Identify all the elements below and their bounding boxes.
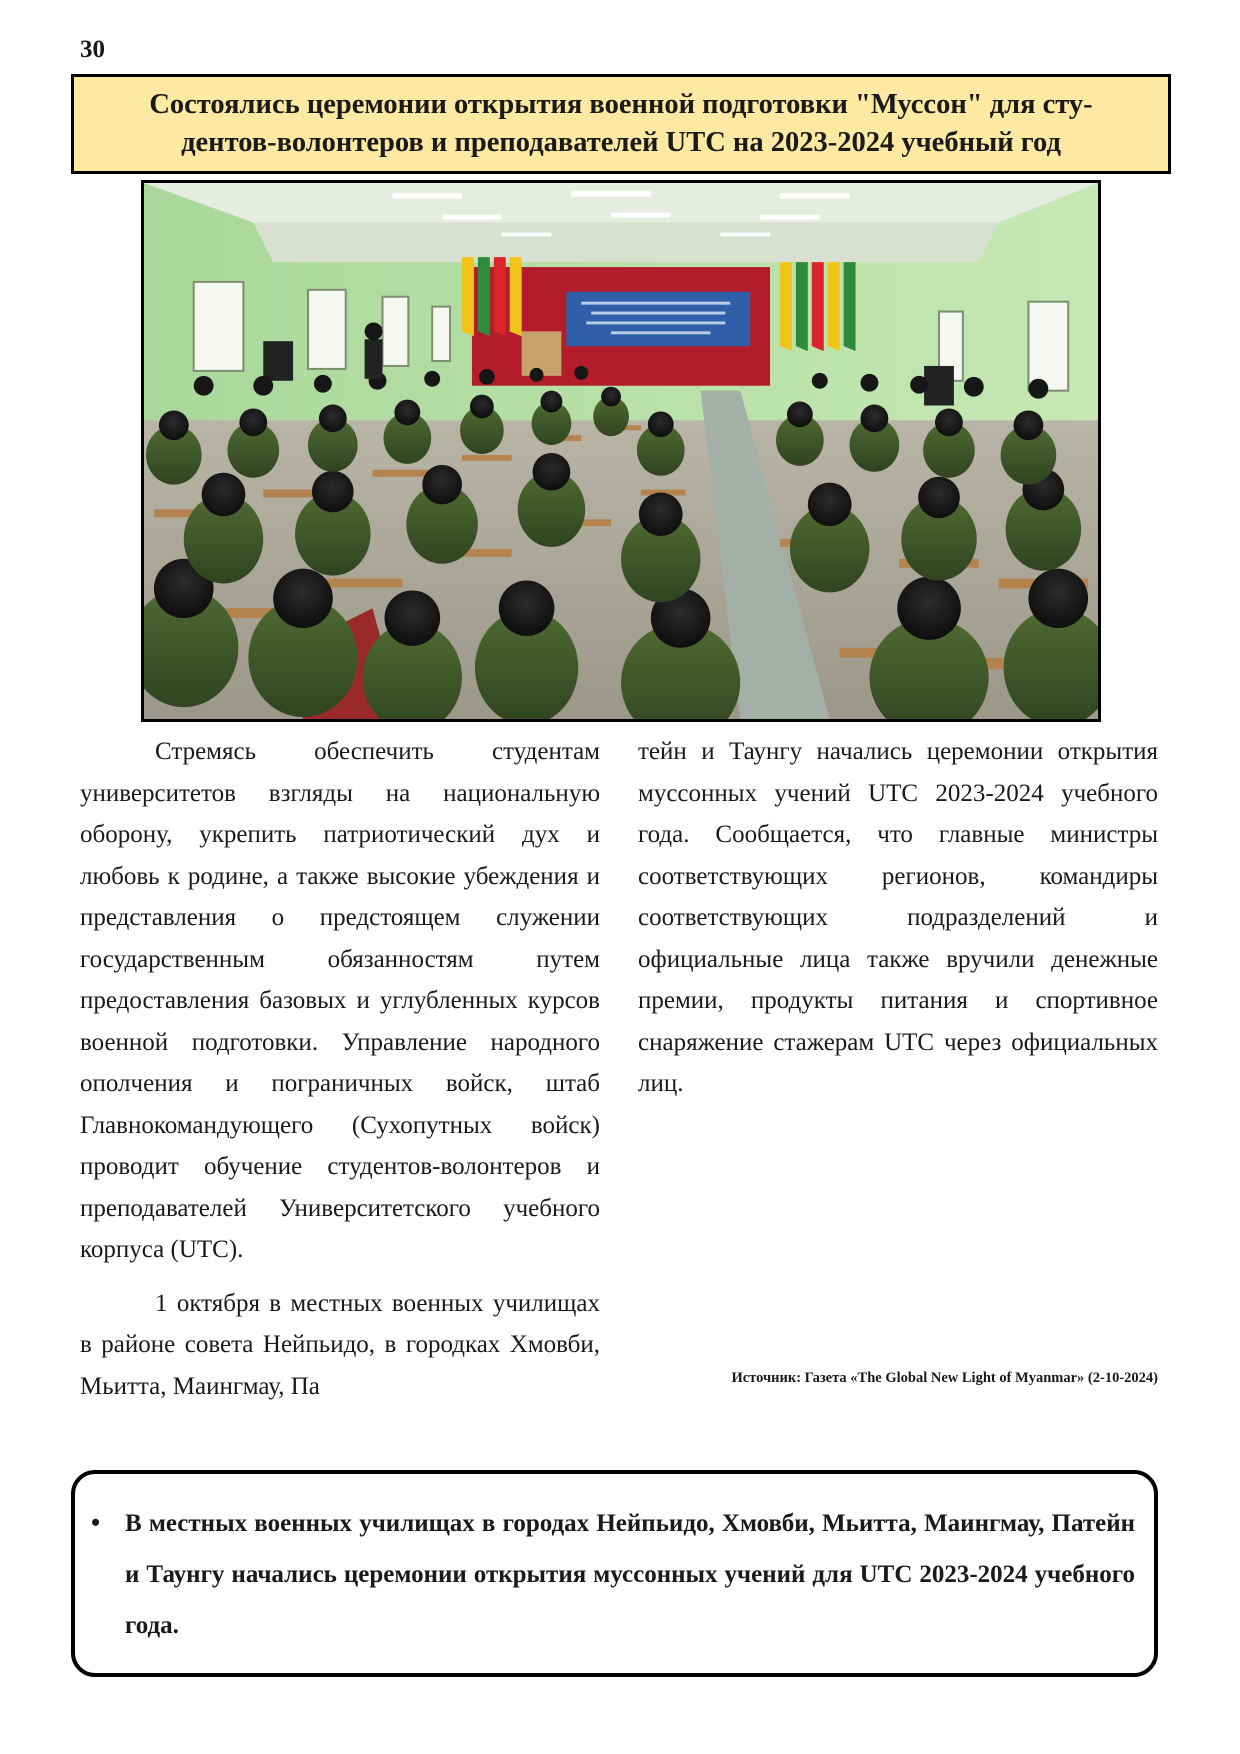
bullet-icon: •	[91, 1508, 101, 1537]
summary-box	[71, 1470, 1158, 1677]
title-line-1: Состоялись церемонии открытия военной подготовки "Муссон" для сту-	[149, 89, 1093, 120]
paragraph-1: Стремясь обеспечить студентам университетов взгляды на национальную оборону, укрепить патриотический дух и любовь к родине, а также высокие убеждения и представления о предстоящем служении государственным обязанностям путем предоставления базовых и углубленных курсов военной подготовки. Управление народного ополчения и пограничных войск, штаб Главнокомандующего (Сухопутных войск) проводит обучение студентов-волонтеров и преподавателей Университетского учебного корпуса (UTC).	[80, 738, 600, 1263]
ceremony-photo	[141, 180, 1101, 722]
right-column	[638, 731, 1158, 1105]
title-box	[71, 74, 1171, 174]
source-citation: Источник: Газета «The Global New Light of Myanmar» (2-10-2024)	[731, 1370, 1158, 1386]
title-line-2: дентов-волонтеров и преподавателей UTC на 2023-2024 учебный год	[181, 127, 1061, 158]
paragraph-2: 1 октября в местных военных училищах в районе совета Нейпьидо, в городках Хмовби, Мьитта, Маингмау, Па	[80, 1289, 600, 1400]
ceremony-hall-image	[144, 183, 1098, 719]
page-number: 30	[80, 36, 105, 63]
left-column	[80, 731, 600, 1407]
paragraph-3: тейн и Таунгу начались церемонии открытия муссонных учений UTC 2023-2024 учебного года. Сообщается, что главные министры соответствующих регионов, командиры соответствующих подразделений и официальные лица также вручили денежные премии, продукты питания и спортивное снаряжение стажерам UTC через официальных лиц.	[638, 738, 1158, 1097]
summary-text: В местных военных училищах в городах Нейпьидо, Хмовби, Мьитта, Маингмау, Патейн и Таунгу начались церемонии открытия муссонных учений для UTC 2023-2024 учебного года.	[125, 1510, 1135, 1639]
article-title	[125, 86, 1116, 162]
